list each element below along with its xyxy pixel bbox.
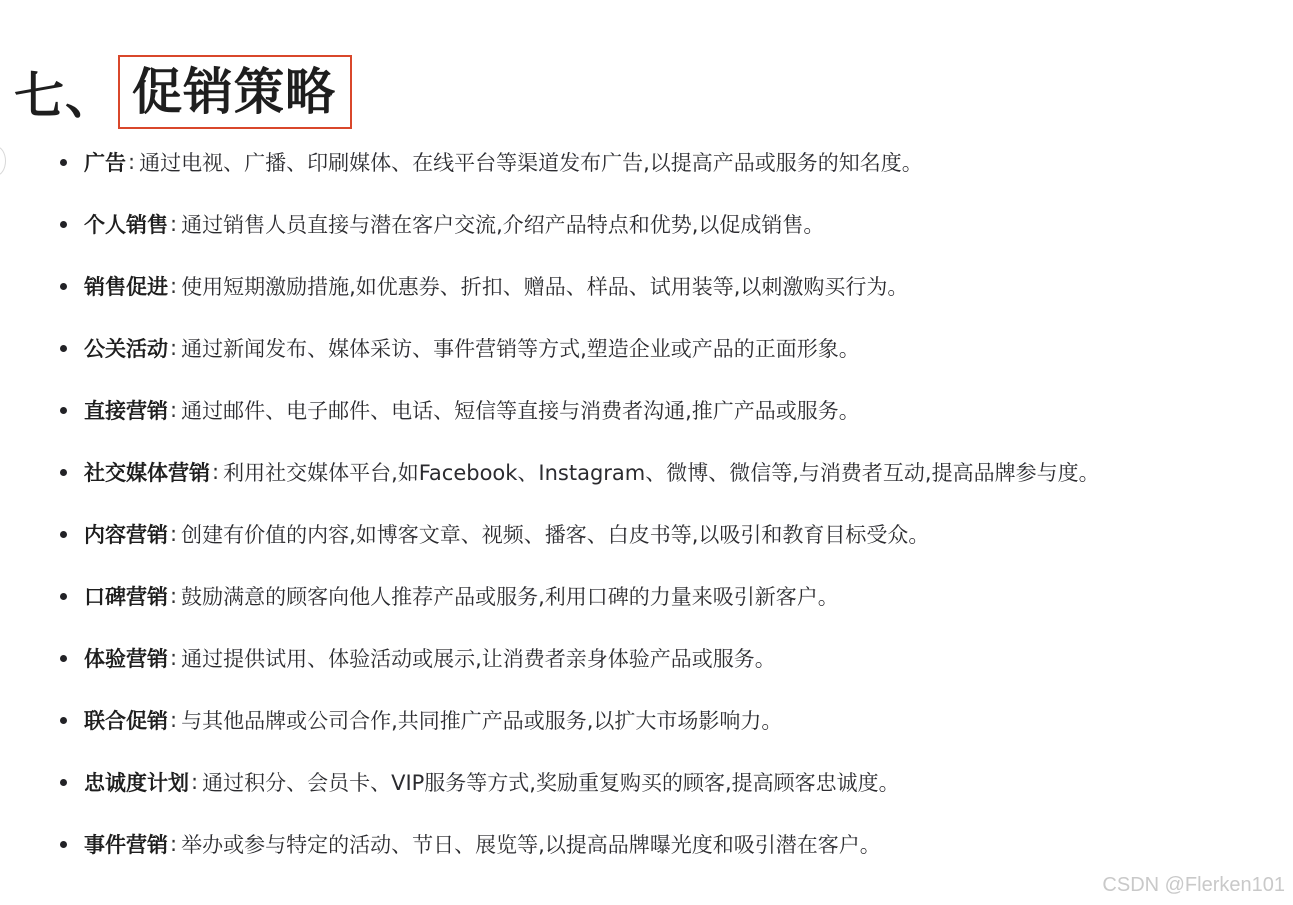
- list-item: [56, 131, 1100, 193]
- bullet-icon: [60, 779, 67, 786]
- watermark: CSDN @Flerken101: [1102, 874, 1285, 896]
- item-colon: :: [170, 832, 178, 856]
- item-description: 通过提供试用、体验活动或展示,让消费者亲身体验产品或服务。: [181, 647, 776, 671]
- list-item: [56, 627, 1100, 689]
- item-term: 个人销售: [84, 213, 168, 237]
- item-colon: :: [170, 708, 178, 732]
- bullet-icon: [60, 531, 67, 538]
- list-item: [56, 751, 1100, 813]
- heading-title-highlight: 促销策略: [118, 55, 352, 129]
- bullet-icon: [60, 717, 67, 724]
- bullet-icon: [60, 593, 67, 600]
- item-colon: :: [170, 646, 178, 670]
- item-description: 通过积分、会员卡、VIP服务等方式,奖励重复购买的顾客,提高顾客忠诚度。: [202, 771, 900, 795]
- bullet-icon: [60, 159, 67, 166]
- side-panel-toggle[interactable]: [0, 146, 6, 176]
- item-description: 举办或参与特定的活动、节日、展览等,以提高品牌曝光度和吸引潜在客户。: [181, 833, 881, 857]
- item-description: 通过销售人员直接与潜在客户交流,介绍产品特点和优势,以促成销售。: [181, 213, 825, 237]
- item-term: 销售促进: [84, 275, 168, 299]
- item-term: 内容营销: [84, 523, 168, 547]
- item-colon: :: [212, 460, 220, 484]
- section-heading: [14, 56, 352, 128]
- item-term: 联合促销: [84, 709, 168, 733]
- strategy-list: [56, 131, 1100, 875]
- bullet-icon: [60, 841, 67, 848]
- item-colon: :: [170, 398, 178, 422]
- item-description: 鼓励满意的顾客向他人推荐产品或服务,利用口碑的力量来吸引新客户。: [181, 585, 839, 609]
- item-description: 通过新闻发布、媒体采访、事件营销等方式,塑造企业或产品的正面形象。: [181, 337, 860, 361]
- list-item: [56, 503, 1100, 565]
- item-term: 社交媒体营销: [84, 461, 210, 485]
- item-colon: :: [170, 274, 178, 298]
- bullet-icon: [60, 283, 67, 290]
- item-description: 使用短期激励措施,如优惠券、折扣、赠品、样品、试用装等,以刺激购买行为。: [181, 275, 909, 299]
- item-description: 通过电视、广播、印刷媒体、在线平台等渠道发布广告,以提高产品或服务的知名度。: [139, 151, 923, 175]
- item-colon: :: [170, 522, 178, 546]
- item-colon: :: [191, 770, 199, 794]
- item-term: 直接营销: [84, 399, 168, 423]
- item-description: 通过邮件、电子邮件、电话、短信等直接与消费者沟通,推广产品或服务。: [181, 399, 860, 423]
- list-item: [56, 689, 1100, 751]
- item-term: 公关活动: [84, 337, 168, 361]
- list-item: [56, 379, 1100, 441]
- list-item: [56, 193, 1100, 255]
- item-colon: :: [170, 212, 178, 236]
- heading-number: 七、: [14, 66, 116, 125]
- bullet-icon: [60, 655, 67, 662]
- bullet-icon: [60, 221, 67, 228]
- bullet-icon: [60, 469, 67, 476]
- list-item: [56, 441, 1100, 503]
- item-colon: :: [170, 336, 178, 360]
- item-term: 忠诚度计划: [84, 771, 189, 795]
- item-term: 口碑营销: [84, 585, 168, 609]
- bullet-icon: [60, 345, 67, 352]
- list-item: [56, 813, 1100, 875]
- list-item: [56, 317, 1100, 379]
- item-term: 广告: [84, 151, 126, 175]
- item-term: 事件营销: [84, 833, 168, 857]
- item-colon: :: [128, 150, 136, 174]
- item-description: 与其他品牌或公司合作,共同推广产品或服务,以扩大市场影响力。: [181, 709, 783, 733]
- bullet-icon: [60, 407, 67, 414]
- item-term: 体验营销: [84, 647, 168, 671]
- item-description: 创建有价值的内容,如博客文章、视频、播客、白皮书等,以吸引和教育目标受众。: [181, 523, 930, 547]
- list-item: [56, 565, 1100, 627]
- item-colon: :: [170, 584, 178, 608]
- item-description: 利用社交媒体平台,如Facebook、Instagram、微博、微信等,与消费者互动,提高品牌参与度。: [223, 461, 1100, 485]
- list-item: [56, 255, 1100, 317]
